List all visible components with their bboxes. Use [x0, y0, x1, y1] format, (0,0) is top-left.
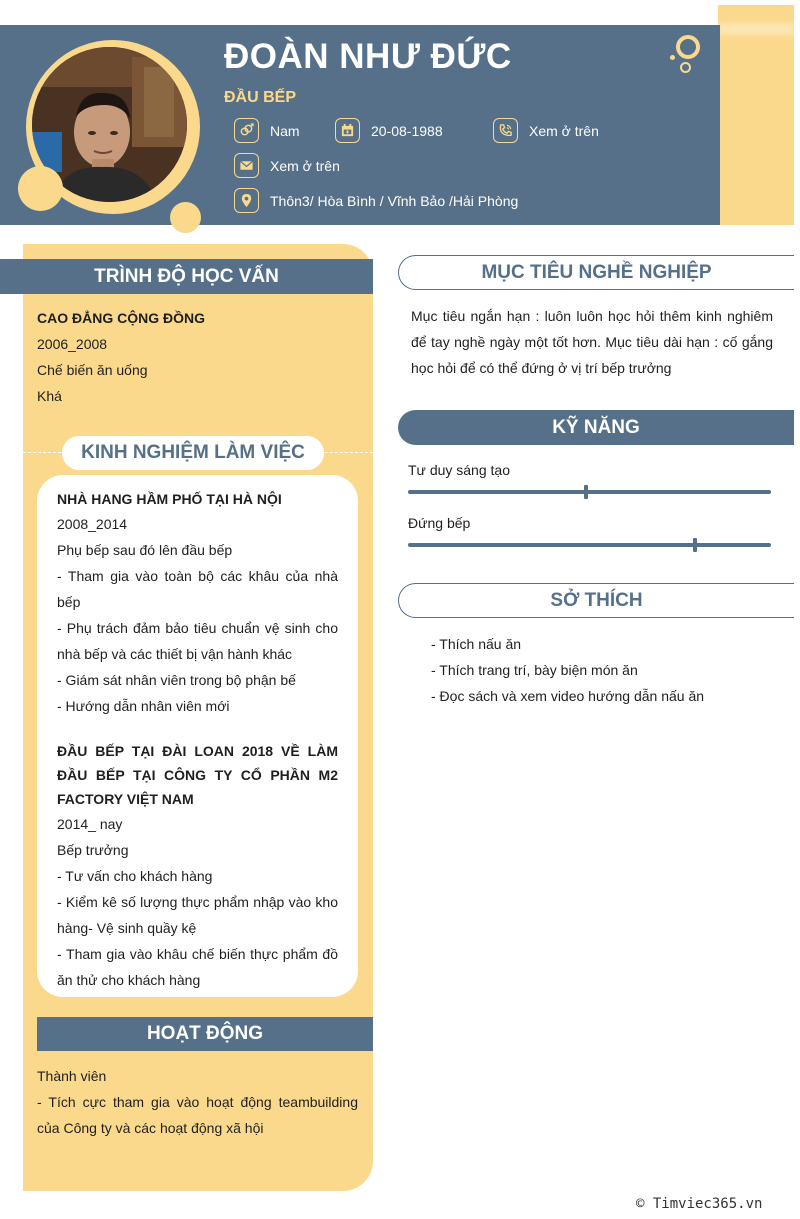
gender-value: Nam [270, 122, 300, 139]
experience-title: KINH NGHIỆM LÀM VIỆC [62, 436, 324, 470]
job-duty: - Tham gia vào khâu chế biến thực phẩm đồ ăn thử cho khách hàng [57, 946, 338, 988]
hobby-item: - Thích trang trí, bày biện món ăn [431, 662, 638, 678]
job-period: 2014_ nay [57, 816, 123, 832]
ring-decoration-icon [676, 35, 700, 59]
education-major: Chế biến ăn uống [37, 362, 148, 378]
education-section [37, 305, 357, 409]
objective-text: Mục tiêu ngắn hạn : luôn luôn học hỏi thêm kinh nghiêm để tay nghề ngày một tốt hơn. Mục tiêu dài hạn : cố gắng học hỏi để có thể đứng ở vị trí bếp trưởng [411, 308, 773, 376]
activities-title: HOẠT ĐỘNG [37, 1017, 373, 1051]
activities-description: - Tích cực tham gia vào hoạt động teambuilding của Công ty và các hoạt động xã hội [37, 1094, 358, 1136]
job-duty: - Kiểm kê số lượng thực phẩm nhập vào kho hàng- Vệ sinh quầy kệ [57, 894, 338, 936]
activities-role: Thành viên [37, 1068, 107, 1084]
skill-level-marker [584, 485, 588, 499]
circle-decoration [18, 166, 63, 211]
phone-info [493, 118, 599, 143]
location-pin-icon [234, 188, 259, 213]
watermark: © Timviec365.vn [636, 1196, 763, 1212]
hobbies-title: SỞ THÍCH [398, 583, 794, 618]
job-duty: - Giám sát nhân viên trong bộ phận bế [57, 672, 296, 688]
circle-decoration [170, 202, 201, 233]
skill-bar [408, 490, 771, 494]
objective-title: MỤC TIÊU NGHỀ NGHIỆP [398, 255, 794, 290]
email-info [234, 153, 340, 178]
job-position: Phụ bếp sau đó lên đầu bếp [57, 542, 233, 558]
dot-decoration-icon [670, 55, 675, 60]
job-duty: - Tư vấn cho khách hàng [57, 868, 213, 884]
small-ring-decoration-icon [680, 62, 691, 73]
birthday-value: 20-08-1988 [371, 122, 443, 139]
calendar-icon [335, 118, 360, 143]
activities-section [37, 1063, 358, 1141]
hobby-item: - Thích nấu ăn [431, 636, 522, 652]
job-position: Bếp trưởng [57, 842, 129, 858]
job-title: ĐẦU BẾP [224, 89, 297, 106]
skill-bar [408, 543, 771, 547]
education-title: TRÌNH ĐỘ HỌC VẤN [0, 259, 373, 294]
education-period: 2006_2008 [37, 336, 108, 352]
gender-icon [234, 118, 259, 143]
candidate-name: ĐOÀN NHƯ ĐỨC [224, 37, 512, 76]
gender-info [234, 118, 300, 143]
email-icon [234, 153, 259, 178]
education-grade: Khá [37, 388, 62, 404]
skill-name: Đứng bếp [408, 515, 471, 531]
address-value: Thôn3/ Hòa Bình / Vĩnh Bảo /Hải Phòng [270, 192, 519, 209]
skill-level-marker [693, 538, 697, 552]
job-period: 2008_2014 [57, 516, 128, 532]
experience-card [37, 475, 358, 997]
education-school: CAO ĐẲNG CỘNG ĐỒNG [37, 310, 205, 326]
email-value: Xem ở trên [270, 157, 340, 174]
phone-value: Xem ở trên [529, 122, 599, 139]
skill-name: Tư duy sáng tạo [408, 462, 510, 478]
job-duty: - Hướng dẫn nhân viên mới [57, 698, 230, 714]
hobby-item: - Đọc sách và xem video hướng dẫn nấu ăn [431, 688, 705, 704]
header-accent-panel [718, 5, 794, 225]
birthday-info [335, 118, 443, 143]
skills-title: KỸ NĂNG [398, 410, 794, 445]
job-duty: - Tham gia vào toàn bộ các khâu của nhà bếp [57, 568, 338, 610]
job-company: ĐẦU BẾP TẠI ĐÀI LOAN 2018 VỀ LÀM ĐẦU BẾP TẠI CÔNG TY CỔ PHẦN M2 FACTORY VIỆT NAM [57, 743, 338, 807]
phone-icon [493, 118, 518, 143]
job-duty: - Phụ trách đảm bảo tiêu chuẩn vệ sinh cho nhà bếp và các thiết bị vận hành khác [57, 620, 338, 662]
job-company: NHÀ HANG HẦM PHỐ TẠI HÀ NỘI [57, 491, 282, 507]
address-info [234, 188, 518, 213]
